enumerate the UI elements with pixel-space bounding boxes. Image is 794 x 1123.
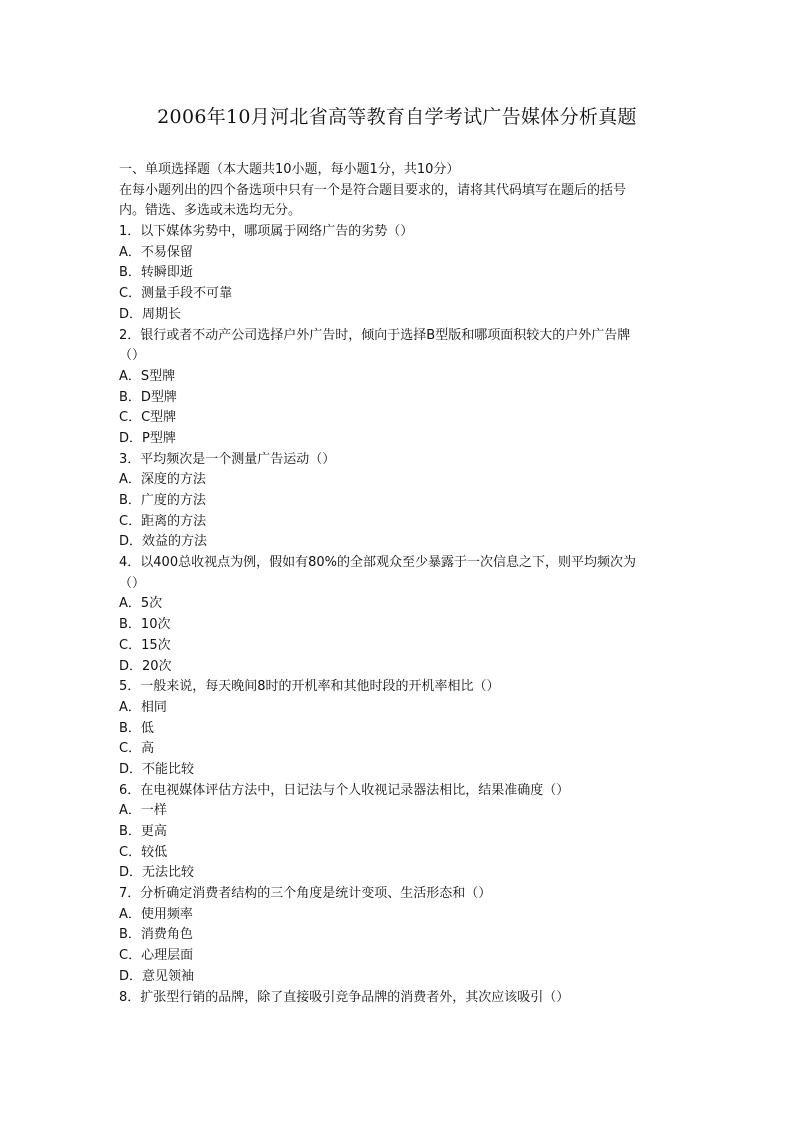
question-4-stem-cont: （） — [119, 575, 146, 591]
question-4-option-a: A．5次 — [119, 596, 163, 612]
question-3-option-a: A．深度的方法 — [119, 472, 206, 488]
question-1-stem: 1．以下媒体劣势中，哪项属于网络广告的劣势（） — [119, 224, 414, 240]
question-3-stem: 3．平均频次是一个测量广告运动（） — [119, 451, 336, 467]
question-2-option-d: D．P型牌 — [119, 430, 176, 446]
question-2-stem: 2．银行或者不动产公司选择户外广告时，倾向于选择B型版和哪项面积较大的户外广告牌 — [119, 327, 631, 343]
question-2-option-a: A．S型牌 — [119, 368, 176, 384]
section-header: 一、单项选择题（本大题共10小题，每小题1分，共10分） — [119, 162, 460, 177]
question-5-option-a: A．相同 — [119, 699, 167, 715]
question-3-option-d: D．效益的方法 — [119, 534, 208, 550]
question-5-option-b: B．低 — [119, 720, 154, 736]
instructions-line-2: 内。错选、多选或未选均无分。 — [119, 203, 302, 219]
question-7-option-a: A．使用频率 — [119, 906, 193, 922]
question-7-option-d: D．意见领袖 — [119, 968, 195, 984]
question-5-option-c: C．高 — [119, 741, 155, 757]
question-4-option-c: C．15次 — [119, 637, 171, 653]
question-1-option-c: C．测量手段不可靠 — [119, 286, 233, 302]
document-body — [119, 160, 679, 1008]
question-7-stem: 7．分析确定消费者结构的三个角度是统计变项、生活形态和（） — [119, 886, 492, 902]
question-6-option-d: D．无法比较 — [119, 865, 195, 881]
question-4-stem: 4．以400总收视点为例，假如有80%的全部观众至少暴露于一次信息之下，则平均频次为 — [119, 555, 636, 571]
question-5-stem: 5．一般来说，每天晚间8时的开机率和其他时段的开机率相比（） — [119, 679, 500, 695]
question-2-stem-cont: （） — [119, 348, 146, 364]
question-6-option-b: B．更高 — [119, 824, 167, 839]
question-1-option-d: D．周期长 — [119, 306, 182, 322]
question-7-option-b: B．消费角色 — [119, 927, 193, 943]
question-7-option-c: C．心理层面 — [119, 948, 194, 964]
page-title: 2006年10月河北省高等教育自学考试广告媒体分析真题 — [157, 106, 637, 128]
question-8-stem: 8．扩张型行销的品牌，除了直接吸引竞争品牌的消费者外，其次应该吸引（） — [119, 989, 570, 1005]
question-3-option-c: C．距离的方法 — [119, 513, 207, 529]
question-6-option-c: C．较低 — [119, 844, 168, 860]
question-2-option-c: C．C型牌 — [119, 410, 177, 426]
instructions-line-1: 在每小题列出的四个备选项中只有一个是符合题目要求的，请将其代码填写在题后的括号 — [119, 182, 627, 198]
question-2-option-b: B．D型牌 — [119, 389, 177, 405]
question-1-option-b: B．转瞬即逝 — [119, 265, 193, 281]
question-4-option-b: B．10次 — [119, 617, 171, 633]
question-3-option-b: B．广度的方法 — [119, 493, 206, 508]
question-6-stem: 6．在电视媒体评估方法中，日记法与个人收视记录器法相比，结果准确度（） — [119, 782, 570, 798]
question-1-option-a: A．不易保留 — [119, 244, 193, 260]
question-5-option-d: D．不能比较 — [119, 761, 195, 777]
question-4-option-d: D．20次 — [119, 658, 172, 674]
question-6-option-a: A．一样 — [119, 803, 167, 819]
